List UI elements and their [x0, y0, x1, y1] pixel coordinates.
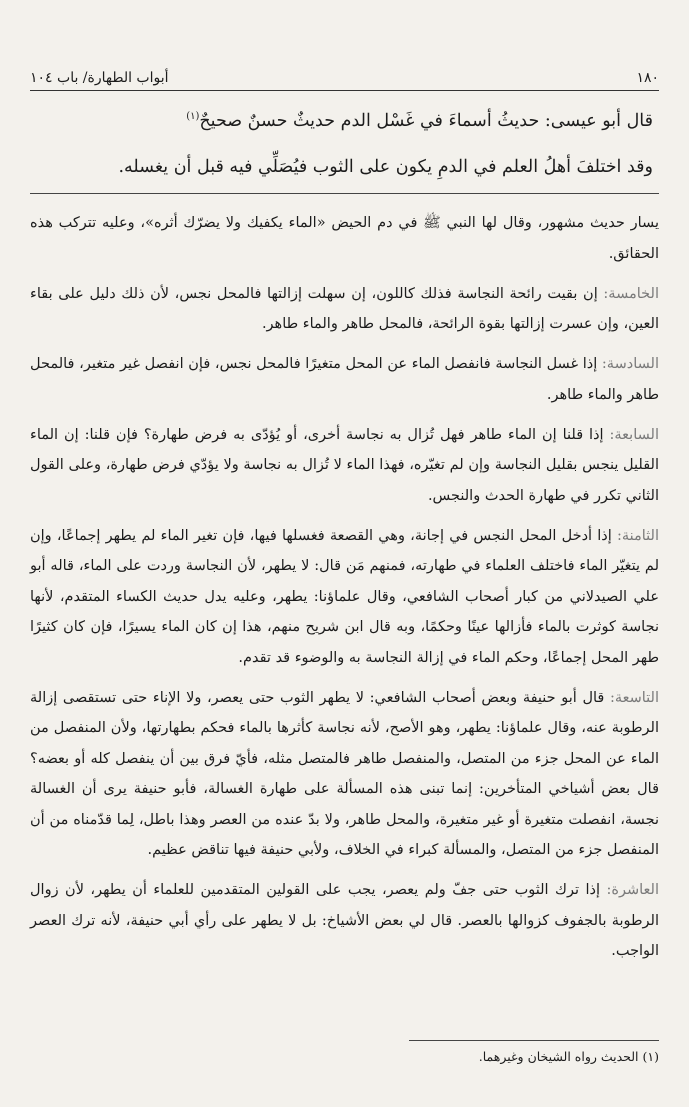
paragraph-text: إذا أدخل المحل النجس في إجانة، وهي القصعة فغسلها فيها، فإن تغير الماء لم يطهر إجماعًا، وإن لم يتغيّر الماء فاختلف العلماء في طهارته، فمنهم مَن قال: لا يطهر، لأن النجاسة وردت على الماء، قاله أبو علي الصيدلاني من كبار أصحاب الشافعي، وقال علماؤنا: يطهر، وعليه يدل حديث الكساء المتقدم، لأنها نجاسة كوثرت بالماء فأزالها عينًا وحكمًا، وبه قال ابن شريح منهم، هذا إن كان الماء يسيرًا، فإن كان كثيرًا طهر المحل إجماعًا، وحكم الماء في إزالة النجاسة به والوضوء قد تقدم. — [30, 527, 659, 666]
issue-heading: السادسة: — [601, 356, 659, 372]
header-divider — [30, 90, 659, 91]
commentary-paragraph — [30, 875, 659, 967]
hadith-line-1 — [30, 102, 659, 136]
hadith-line-2: وقد اختلفَ أهلُ العلم في الدمِ يكون على الثوب فيُصَلِّي فيه قبل أن يغسله. — [118, 156, 653, 177]
running-title: أبواب الطهارة/ باب ١٠٤ — [30, 70, 169, 86]
commentary-paragraph — [30, 420, 659, 512]
footnote-reference[interactable]: (١) — [186, 111, 200, 122]
commentary-paragraph — [30, 349, 659, 410]
paragraph-text: إذا ترك الثوب حتى جفّ ولم يعصر، يجب على القولين المتقدمين للعلماء أن يطهر، لأن زوال الرطوبة بالجفوف كزوالها بالعصر. قال لي بعض الأشياخ: بل لا يطهر على رأي أبي حنيفة، لأنه ترك العصر الواجب. — [30, 882, 659, 959]
issue-heading: الخامسة: — [603, 285, 659, 302]
paragraph-text: إذا غسل النجاسة فانفصل الماء عن المحل متغيرًا فالمحل نجس، فإن انفصل غير متغير، فالمحل طاهر والماء طاهر. — [30, 356, 659, 403]
commentary-paragraph: يسار حديث مشهور، وقال لها النبي ﷺ في دم الحيض «الماء يكفيك ولا يضرّك أثره»، وعليه تتركب هذه الحقائق. — [30, 215, 659, 262]
commentary-paragraph — [30, 683, 659, 866]
commentary — [30, 208, 659, 976]
footnote: (١) الحديث رواه الشيخان وغيرهما. — [478, 1049, 659, 1064]
paragraph-text: إن بقيت رائحة النجاسة فذلك كاللون، إن سهلت إزالتها فالمحل نجس، لأن ذلك دليل على بقاء العين، وإن عسرت إزالتها بقوة الرائحة، فالمحل طاهر والماء طاهر. — [30, 285, 659, 332]
page-header — [30, 60, 659, 86]
commentary-paragraph — [30, 521, 659, 674]
issue-heading: العاشرة: — [606, 882, 659, 898]
hadith-line-1-text: قال أبو عيسى: حديثُ أسماءَ في غَسْل الدم حديثٌ حسنٌ صحيحٌ — [199, 110, 653, 131]
issue-heading: السابعة: — [609, 426, 659, 443]
issue-heading: التاسعة: — [609, 689, 659, 706]
page-number: ١٨٠ — [636, 70, 659, 86]
hadith-text — [30, 102, 659, 182]
footnote-divider — [409, 1040, 659, 1041]
paragraph-text: إذا قلنا إن الماء طاهر فهل تُزال به نجاسة أخرى، أو يُؤدّى به فرض طهارة؟ فإن قلنا: إن الماء القليل ينجس بقليل النجاسة وإن لم تغيّره، فهذا الماء لا تُزال به نجاسة ولا يؤدّي فرض طهارة، وعلى القول الثاني تكرر في طهارة الحدث والنجس. — [30, 426, 659, 504]
commentary-paragraph — [30, 279, 659, 340]
paragraph-text: قال أبو حنيفة وبعض أصحاب الشافعي: لا يطهر الثوب حتى يعصر، ولا الإناء حتى تستقصى إزالة الرطوبة عنه، وقال علماؤنا: يطهر، وهو الأصح، لأنه نجاسة كأثرها بالماء فحكم بطهارتها، ولأن المنفصل من الماء عن المحل جزء من المتصل، والمنفصل طاهر فالمتصل مثله، فأيّ فرق بين أن ينفصل كله أو بعضه؟ قال بعض أشياخي المتأخرين: إنما تبنى هذه المسألة على طهارة الغسالة، فأبو حنيفة يرى أن الغسالة نجسة، انفصلت متغيرة أو غير متغيرة، والمحل طاهر، ولا بدّ عنده من العصر وهذا باطل، لِما قدّمناه من أن المنفصل جزء من المتصل، والمسألة كبراء في الخلاف، ولأبي حنيفة فيها تناقض عظيم. — [30, 689, 659, 858]
issue-heading: الثامنة: — [616, 527, 659, 544]
text-commentary-divider — [30, 193, 659, 194]
